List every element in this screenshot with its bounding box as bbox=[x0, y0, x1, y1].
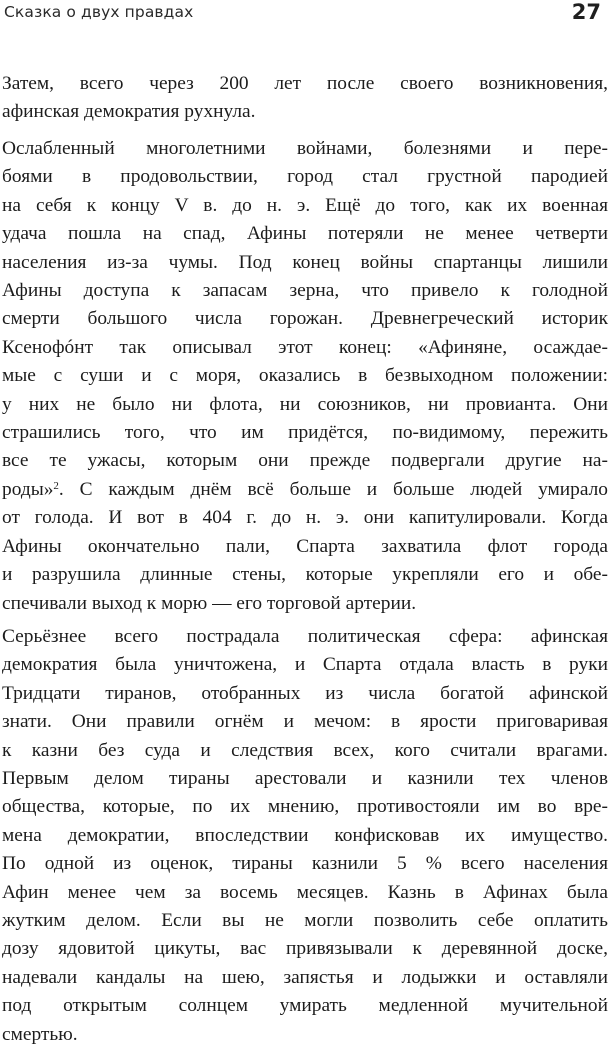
text-line: Затем, всего через 200 лет после своего возникновения, bbox=[2, 73, 608, 94]
text-line: от голода. И вот в 404 г. до н. э. они капитулировали. Когда bbox=[2, 507, 608, 529]
paragraph-1 bbox=[2, 70, 608, 127]
text-line: По одной из оценок, тираны казнили 5 % всего населения bbox=[2, 853, 608, 875]
text-line: спечивали выход к морю — его торговой артерии. bbox=[2, 592, 417, 614]
text-line: к казни без суда и следствия всех, кого считали врагами. bbox=[2, 739, 608, 761]
text-line: у них не было ни флота, ни союзников, ни провианта. Они bbox=[2, 393, 608, 415]
text-line-with-footnote bbox=[2, 476, 608, 504]
text-fragment: . С каждым днём всё больше и больше людей умирало bbox=[58, 478, 608, 500]
text-line: демократия была уничтожена, и Спарта отдала власть в руки bbox=[2, 654, 608, 676]
text-line: надевали кандалы на шею, запястья и лодыжки и оставляли bbox=[2, 966, 608, 988]
text-line: страшились того, что им придётся, по-видимому, пережить bbox=[2, 422, 608, 444]
text-line: Ослабленный многолетними войнами, болезнями и пере- bbox=[2, 138, 608, 159]
text-line: Афины окончательно пали, Спарта захватила флот города bbox=[2, 535, 608, 557]
running-head: Сказка о двух правдах bbox=[4, 3, 194, 21]
paragraph-2 bbox=[2, 135, 608, 618]
text-line: Афины доступа к запасам зерна, что привело к голодной bbox=[2, 280, 608, 302]
text-line: Серьёзнее всего пострадала политическая сфера: афинская bbox=[2, 626, 608, 647]
text-line: общества, которые, по их мнению, противостояли им во вре- bbox=[2, 796, 608, 818]
text-line: афинская демократия рухнула. bbox=[2, 101, 256, 123]
paragraph-3 bbox=[2, 623, 608, 1049]
text-line: смерти большого числа горожан. Древнегреческий историк bbox=[2, 308, 608, 330]
text-line: Первым делом тираны арестовали и казнили тех членов bbox=[2, 768, 608, 790]
text-line: все те ужасы, которым они прежде подвергали другие на- bbox=[2, 450, 608, 472]
text-line: знати. Они правили огнём и мечом: в ярости приговаривая bbox=[2, 711, 608, 733]
text-line: мена демократии, впоследствии конфисковав их имущество. bbox=[2, 824, 608, 846]
text-fragment: роды» bbox=[2, 478, 54, 500]
text-line: жутким делом. Если вы не могли позволить себе оплатить bbox=[2, 910, 608, 932]
text-line: Ксенофóнт так описывал этот конец: «Афиняне, осаждае- bbox=[2, 336, 608, 358]
text-line: боями в продовольствии, город стал грустной пародией bbox=[2, 166, 608, 188]
text-line: Афин менее чем за восемь месяцев. Казнь в Афинах была bbox=[2, 881, 608, 903]
text-line: удача пошла на спад, Афины потеряли не менее четверти bbox=[2, 223, 608, 245]
text-line: Тридцати тиранов, отобранных из числа богатой афинской bbox=[2, 682, 608, 704]
text-line: дозу ядовитой цикуты, вас привязывали к деревянной доске, bbox=[2, 938, 608, 960]
text-line: на себя к концу V в. до н. э. Ещё до того, как их военная bbox=[2, 194, 608, 216]
text-line: и разрушила длинные стены, которые укрепляли его и обе- bbox=[2, 564, 608, 586]
text-line: населения из-за чумы. Под конец войны спартанцы лишили bbox=[2, 251, 608, 273]
text-line: под открытым солнцем умирать медленной мучительной bbox=[2, 995, 608, 1017]
text-line: смертью. bbox=[2, 1023, 78, 1045]
footnote-marker[interactable]: 2 bbox=[53, 479, 59, 492]
page-number: 27 bbox=[571, 0, 601, 24]
text-line: мые с суши и с моря, оказались в безвыходном положении: bbox=[2, 365, 608, 387]
